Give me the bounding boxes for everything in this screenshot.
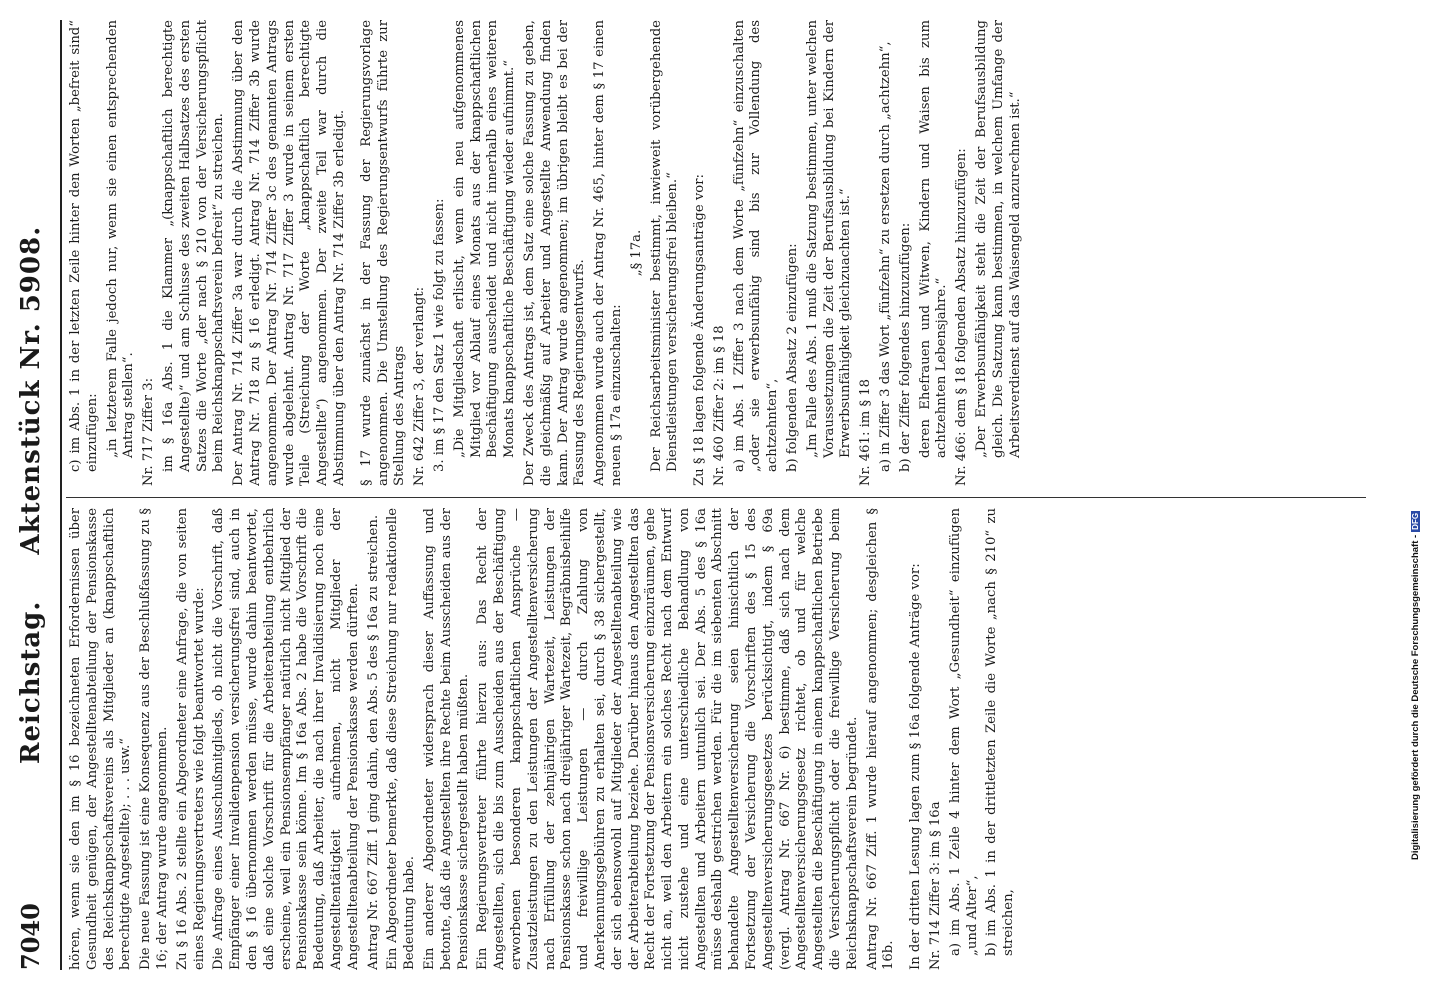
right-column-paragraph: Nr. 642 Ziffer 3, der verlangt: [412,286,428,486]
right-column-paragraph: a) im Abs. 1 Ziffer 3 nach dem Worte „fünfzehn“ einzuschalten „oder sie erwerbsunfähig sind bis zur Vollendung des achtzehnten“, [731,20,781,472]
left-column-paragraph: Ein anderer Abgeordneter widersprach dieser Auffassung und betonte, daß die Angestellten ihre Rechte beim Ausscheiden aus der Pensionskasse sichergestellt haben müßten. [421,508,471,970]
right-column-paragraph: „Der Erwerbsunfähigkeit steht die Zeit der Berufsausbildung gleich. Die Satzung kann bestimmen, in welchem Umfange der Arbeitsverdienst auf das Waisengeld anzurechnen ist.“ [974,20,1023,458]
page-header [8,20,64,970]
right-column-paragraph: Nr. 466: dem § 18 folgenden Absatz hinzuzufügen: [954,148,970,486]
right-column [68,20,1368,486]
right-column-paragraph: c) im Abs. 1 in der letzten Zeile hinter den Worten „befreit sind“ einzufügen: [68,20,100,472]
right-column-paragraph: Der Zweck des Antrags ist, dem Satz eine solche Fassung zu geben, die gleichmäßig auf Arbeiter und Angestellte Anwendung finden kann. Der Antrag wurde angenommen; im übrigen bleibt es bei der Fassung des Regierungsentwurfs. [521,20,588,486]
right-column-paragraph: „Im Falle des Abs. 1 muß die Satzung bestimmen, unter welchen Voraussetzungen die Zeit der Berufsausbildung bei Kindern der Erwerbsunfähigkeit gleichzuachten ist.“ [804,20,854,458]
right-column-paragraph: Der Antrag Nr. 714 Ziffer 3a war durch die Abstimmung über den Antrag Nr. 718 zu § 16 erledigt. Antrag Nr. 714 Ziffer 3b wurde angenommen. Der Antrag Nr. 714 Ziffer 3c des genannten Antrags wurde abgelehnt. Antrag Nr. 717 Ziffer 3 wurde in seinem ersten Teile (Streichung der Worte „knappschaftlich berechtigte Angestellte“) angenommen. Der zweite Teil war durch die Abstimmung über den Antrag Nr. 714 Ziffer 3b erledigt. [231,20,347,486]
right-column-paragraph: deren Ehefrauen und Witwen, Kindern und Waisen bis zum achtzehnten Lebensjahre.“ [917,20,950,458]
right-column-paragraph: im § 16a Abs. 1 die Klammer „(knappschaftlich berechtigte Angestellte)“ und am Schlusse des zweiten Halbsatzes des ersten Satzes die Worte „der nach § 210 von der Versicherungspflicht beim Reichsknappschaftsverein befreit“ zu streichen. [160,20,227,472]
right-column-paragraph: „Die Mitgliedschaft erlischt, wenn ein neu aufgenommenes Mitglied vor Ablauf eines Monats aus der knappschaftlichen Beschäftigung ausscheidet und nicht innerhalb eines weiteren Monats knappschaftliche Beschäftigung wieder aufnimmt.“ [451,20,518,458]
running-title [16,20,46,970]
right-column-paragraph: a) in Ziffer 3 das Wort „fünfzehn“ zu ersetzen durch „achtzehn“, [878,41,894,472]
column-separator [66,497,1366,498]
left-column-paragraph: hören, wenn sie den im § 16 bezeichneten Erfordernissen über Gesundheit genügen, der Angestelltenabteilung der Pensionskasse des Reichsknappschaftsvereins als Mitglieder an (knappschaftlich berechtigte Angestellte); . . . usw.“ [68,508,134,970]
left-column-paragraph: Antrag Nr. 667 Ziff. 1 wurde hierauf angenommen; desgleichen § 16b. [864,508,897,970]
right-column-paragraph: Nr. 717 Ziffer 3: [141,377,157,486]
left-column [68,508,1368,970]
right-column-paragraph: Der Reichsarbeitsminister bestimmt, inwieweit vorübergehende Dienstleistungen versicherungsfrei bleiben.“ [648,20,681,472]
left-column-paragraph: Ein Regierungsvertreter führte hierzu aus: Das Recht der Angestellten, sich die bis zum Ausscheiden aus der Beschäftigung erworbenen besonderen knappschaftlichen Ansprüche — Zusatzleistungen zu den Leistungen der Angestelltenversicherung nach Erfüllung der zehnjährigen Wartezeit, Leistungen der Pensionskasse schon nach dreijähriger Wartezeit, Begräbnisbeihilfe und freiwillige Leistungen — durch Zahlung von Anerkennungsgebühren zu erhalten sei, durch § 38 sichergestellt, der sich ebensowohl auf Mitglieder der Angestelltenabteilung wie der Arbeiterabteilung beziehe. Darüber hinaus den Angestellten das Recht der Fortsetzung der Pensionsversicherung einzuräumen, gehe nicht an, weil den Arbeitern ein solches Recht nach dem Entwurf nicht zustehe und eine unterschiedliche Behandlung von Angestellten und Arbeitern untunlich sei. Der Abs. 5 des § 16a müsse deshalb gestrichen werden. Für die im siebenten Abschnitt behandelte Angestelltenversicherung seien hinsichtlich der Fortsetzung der Versicherung die Vorschriften des § 15 des Angestelltenversicherungsgesetzes berücksichtigt, indem § 69a (vergl. Antrag Nr. 667 Nr. 6) bestimme, daß sich nach dem Angestelltenversicherungsgesetz richtet, ob und für welche Angestellten die Beschäftigung in einem knappschaftlichen Betriebe die Versicherungspflicht oder die freiwillige Versicherung beim Reichsknappschaftsverein begründet. [475,508,860,970]
right-column-paragraph: b) folgenden Absatz 2 einzufügen: [785,243,801,472]
header-rule [60,20,62,970]
right-column-paragraph: Angenommen wurde auch der Antrag Nr. 465, hinter dem § 17 einen neuen § 17a einzuschalten: [592,20,624,486]
right-column-paragraph: Nr. 461: im § 18 [858,378,874,486]
left-column-paragraph: Die neue Fassung ist eine Konsequenz aus der Beschlußfassung zu § 16; der Antrag wurde angenommen. [138,508,170,970]
right-column-paragraph: „§ 17a. [628,229,644,277]
left-column-paragraph: b) im Abs. 1 in der drittletzten Zeile die Worte „nach § 210“ zu streichen, [984,508,1017,956]
page-number: 7040 [16,903,45,970]
header-title: Reichstag. [16,600,46,765]
left-column-paragraph: Antrag Nr. 667 Ziff. 1 ging dahin, den Abs. 5 des § 16a zu streichen. [365,514,381,970]
right-column-paragraph: „in letzterem Falle jedoch nur, wenn sie einen entsprechenden Antrag stellen“. [104,20,137,458]
right-column-paragraph: Nr. 460 Ziffer 2: im § 18 [711,325,727,486]
right-column-paragraph: § 17 wurde zunächst in der Fassung der Regierungsvorlage angenommen. Die Umstellung des Regierungsentwurfs führte zur Stellung des Antrags [358,20,408,486]
side-note-text: Digitalisierung gefördert durch die Deutsche Forschungsgemeinschaft - [1410,534,1421,860]
left-column-paragraph: a) im Abs. 1 Zeile 4 hinter dem Wort „Gesundheit“ einzufügen „und Alter“, [947,508,980,956]
left-column-paragraph: Nr. 714 Ziffer 3: im § 16a [928,801,944,970]
right-column-paragraph: b) der Ziffer folgendes hinzuzufügen: [897,222,913,472]
right-column-paragraph: Zu § 18 lagen folgende Änderungsanträge vor: [692,174,708,486]
left-column-paragraph: Zu § 16 Abs. 2 stellte ein Abgeordneter eine Anfrage, die von seiten eines Regierungsvertreters wie folgt beantwortet wurde: [174,508,207,970]
dfg-logo: DFG [1411,512,1420,530]
right-column-paragraph: 3. im § 17 den Satz 1 wie folgt zu fassen: [431,198,447,472]
header-document: Aktenstück Nr. 5908. [16,225,46,555]
left-column-paragraph: Die Anfrage eines Ausschußmitglieds, ob nicht die Vorschrift, daß Empfänger einer Invalidenpension versicherungsfrei sind, auch in den § 16 übernommen werden müsse, wurde dahin beantwortet, daß eine solche Vorschrift für die Arbeiterabteilung entbehrlich erscheine, weil ein Pensionsempfänger natürlich nicht Mitglied der Pensionskasse sein könne. Im § 16a Abs. 2 habe die Vorschrift die Bedeutung, daß Arbeiter, die nach ihrer Invalidisierung noch eine Angestelltentätigkeit aufnehmen, nicht Mitglieder der Angestelltenabteilung der Pensionskasse werden dürften. [211,508,361,970]
left-column-paragraph: In der dritten Lesung lagen zum § 16a folgende Anträge vor: [908,563,924,970]
left-column-paragraph: Ein Abgeordneter bemerkte, daß diese Streichung nur redaktionelle Bedeutung habe. [385,508,418,970]
